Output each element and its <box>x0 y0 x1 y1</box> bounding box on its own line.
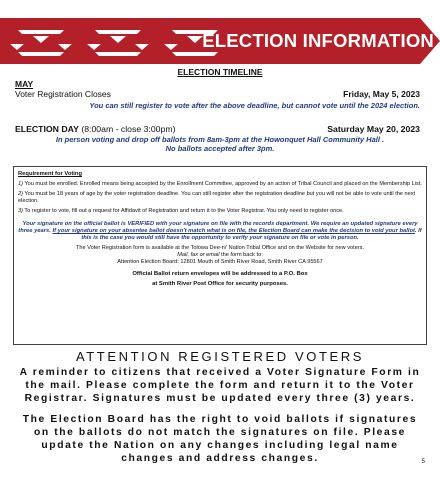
signature-notice-part-b: If your signature on your absentee ballot doesn't match what is on file, the Election Board can make the decision to void your ballot <box>52 228 415 234</box>
attention-title: ATTENTION REGISTERED VOTERS <box>75 349 365 364</box>
attention-paragraph-2: The Election Board has the right to void ballots if signatures on the ballots do not match the signatures on file. Please update the Nation on any changes including legal name changes and address changes. <box>22 414 418 464</box>
requirement-number: 3) <box>18 208 23 214</box>
attention-body <box>18 367 422 466</box>
voter-registration-row <box>15 89 420 99</box>
requirement-number: 1) <box>18 181 23 187</box>
requirement-text: To register to vote, fill out a request for Affidavit of Registration and return it to the Voter Registrar. You only need to register once. <box>22 208 344 214</box>
envelope-line: Official Ballot return envelopes will be addressed to a P.O. Box <box>132 271 308 277</box>
requirement-item-2 <box>18 191 422 205</box>
envelope-notice <box>18 269 422 289</box>
requirement-text: You must be enrolled. Enrolled means being accepted by the Enrollment Committee, approved by an action of Tribal Council and placed on the Membership List. <box>22 181 422 187</box>
post-office-line: at Smith River Post Office for security purposes. <box>152 281 288 287</box>
requirement-text: You must be 18 years of age by the voter registration deadline. You can still register after the registration deadline but you will not be able to vote until the next election. <box>18 191 416 204</box>
mail-instructions-rest: the form back to: <box>219 252 263 258</box>
page-number: 5 <box>421 459 425 465</box>
signature-notice <box>18 221 422 242</box>
requirement-number: 2) <box>18 191 23 197</box>
voter-registration-label: Voter Registration Closes <box>15 89 111 99</box>
attention-paragraph-1: A reminder to citizens that received a Voter Signature Form in the mail. Please complete the form and return it to the Voter Registrar. Signatures must be updated every three (3) years. <box>19 367 421 404</box>
mailing-address: Attention Election Board: 12801 Mouth of Smith River Road, Smith River CA 95567 <box>117 259 323 265</box>
voter-registration-date: Friday, May 5, 2023 <box>343 89 420 99</box>
requirements-box <box>13 166 427 345</box>
form-availability-line: The Voter Registration form is available at the Tolowa Dee-ni' Nation Tribal Office and on the Website for new voters. <box>75 245 365 251</box>
election-day-label: ELECTION DAY <box>15 124 79 134</box>
election-day-note <box>15 135 425 153</box>
signature-notice-part-c: . If this is the case you would still have the opportunity to verify your signature on file or vote in person. <box>81 228 422 241</box>
election-day-row <box>15 124 420 134</box>
may-label: MAY <box>15 79 34 89</box>
signature-notice-part-a: Your signature on the official ballot is VERIFIED with your signature on file with the records department. We require an updated signature every three years. <box>18 221 418 234</box>
election-day-hours: (8:00am - close 3:00pm) <box>81 124 176 134</box>
mail-methods: Mail, fax or email <box>177 252 220 258</box>
banner-title: ELECTION INFORMATION <box>202 30 434 51</box>
requirement-item-1 <box>18 181 422 188</box>
election-day-note-line1: In person voting and drop off ballots from 8am-3pm at the Howonquet Hall Community Hall . <box>55 135 385 144</box>
mail-instructions-line <box>18 252 422 259</box>
requirements-title: Requirement for Voting <box>18 171 82 177</box>
election-day-date: Saturday May 20, 2023 <box>327 124 420 134</box>
election-day-note-line2: No ballots accepted after 3pm. <box>165 144 275 153</box>
voter-registration-note: You can still register to vote after the above deadline, but cannot vote until the 2024 election. <box>89 101 420 110</box>
timeline-heading: ELECTION TIMELINE <box>177 67 263 77</box>
header-banner <box>0 18 440 64</box>
requirement-item-3 <box>18 208 422 215</box>
